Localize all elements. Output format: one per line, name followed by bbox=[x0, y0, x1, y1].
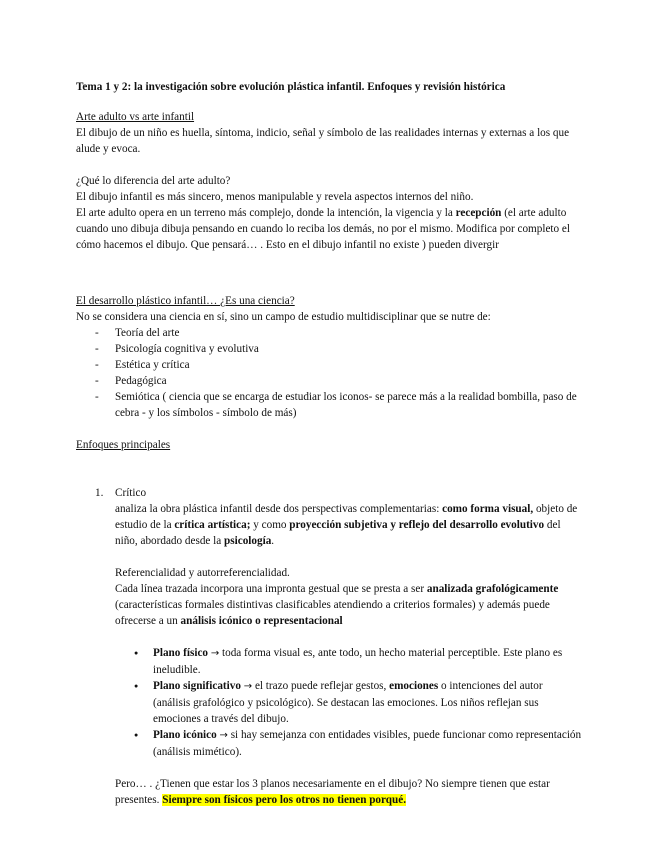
arrow-icon: → bbox=[219, 730, 228, 741]
paragraph: El arte adulto opera en un terreno más complejo, donde la intención, la vigencia y la recepción (el arte adulto cuando uno dibuja dibuja pensando en cuando lo reciba los demás, no por el mismo. Modifica por completo el cómo hacemos el dibujo. Que pensará… . Esto en el dibujo infantil no existe ) pueden divergir bbox=[76, 207, 570, 251]
planes-list bbox=[76, 645, 582, 760]
section-heading: Enfoques principales bbox=[76, 439, 171, 451]
numbered-item bbox=[76, 485, 582, 629]
arrow-icon: → bbox=[210, 648, 220, 659]
list-item: - Pedagógica bbox=[76, 373, 582, 389]
paragraph: analiza la obra plástica infantil desde dos perspectivas complementarias: como forma visual, objeto de estudio de la crítica artística; y como proyección subjetiva y reflejo del desarrollo evolutivo del niño, abordado desde la psicología. bbox=[115, 503, 578, 547]
document-title: Tema 1 y 2: la investigación sobre evolución plástica infantil. Enfoques y revisión histórica bbox=[76, 81, 506, 93]
list-item: - Psicología cognitiva y evolutiva bbox=[76, 341, 582, 357]
closing-paragraph: Pero… . ¿Tienen que estar los 3 planos necesariamente en el dibujo? No siempre tienen que estar presentes. Siempre son físicos pero los otros no tienen porqué. bbox=[115, 778, 550, 806]
item-number: 1. bbox=[95, 487, 104, 499]
section-arte-adulto bbox=[76, 109, 582, 157]
list-item: - Teoría del arte bbox=[76, 325, 582, 341]
list-item-plano-fisico: ● Plano físico → toda forma visual es, ante todo, un hecho material perceptible. Este plano es ineludible. bbox=[76, 645, 582, 678]
list-item-plano-significativo: ● Plano significativo → el trazo puede reflejar gestos, emociones o intenciones del autor (análisis grafológico y psicológico). Se destacan las emociones. Los niños reflejan sus emociones a través del dibujo. bbox=[76, 678, 582, 727]
list-item: - Estética y crítica bbox=[76, 357, 582, 373]
list-item: - Semiótica ( ciencia que se encarga de estudiar los iconos- se parece más a la realidad bombilla, paso de cebra - y los símbolos - símbolo de más) bbox=[76, 389, 582, 421]
paragraph: El dibujo de un niño es huella, síntoma, indicio, señal y símbolo de las realidades internas y externas a los que alude y evoca. bbox=[76, 127, 570, 155]
section-desarrollo-plastico bbox=[76, 293, 582, 421]
question-heading: ¿Qué lo diferencia del arte adulto? bbox=[76, 175, 231, 187]
arrow-icon: → bbox=[243, 681, 253, 692]
discipline-list bbox=[76, 325, 582, 421]
list-item-plano-iconico: ● Plano icónico → si hay semejanza con entidades visibles, puede funcionar como representación (análisis mimético). bbox=[76, 727, 582, 760]
paragraph: El dibujo infantil es más sincero, menos manipulable y revela aspectos internos del niño. bbox=[76, 191, 474, 203]
section-heading: El desarrollo plástico infantil… ¿Es una ciencia? bbox=[76, 295, 295, 307]
section-diferencia bbox=[76, 173, 582, 253]
subheading: Referencialidad y autorreferencialidad. bbox=[115, 567, 290, 579]
paragraph: Cada línea trazada incorpora una impronta gestual que se presta a ser analizada grafológicamente (características formales distintivas clasificables atendiendo a criterios formales) y además puede ofrecerse a un análisis icónico o representacional bbox=[115, 583, 559, 627]
item-title: Crítico bbox=[115, 487, 147, 499]
bold-term: recepción bbox=[455, 207, 502, 219]
paragraph: No se considera una ciencia en sí, sino un campo de estudio multidisciplinar que se nutre de: bbox=[76, 311, 491, 323]
section-heading: Arte adulto vs arte infantil bbox=[76, 111, 195, 123]
document-page bbox=[76, 79, 582, 808]
highlighted-text: Siempre son físicos pero los otros no tienen porqué. bbox=[162, 794, 406, 806]
section-enfoques bbox=[76, 437, 582, 808]
